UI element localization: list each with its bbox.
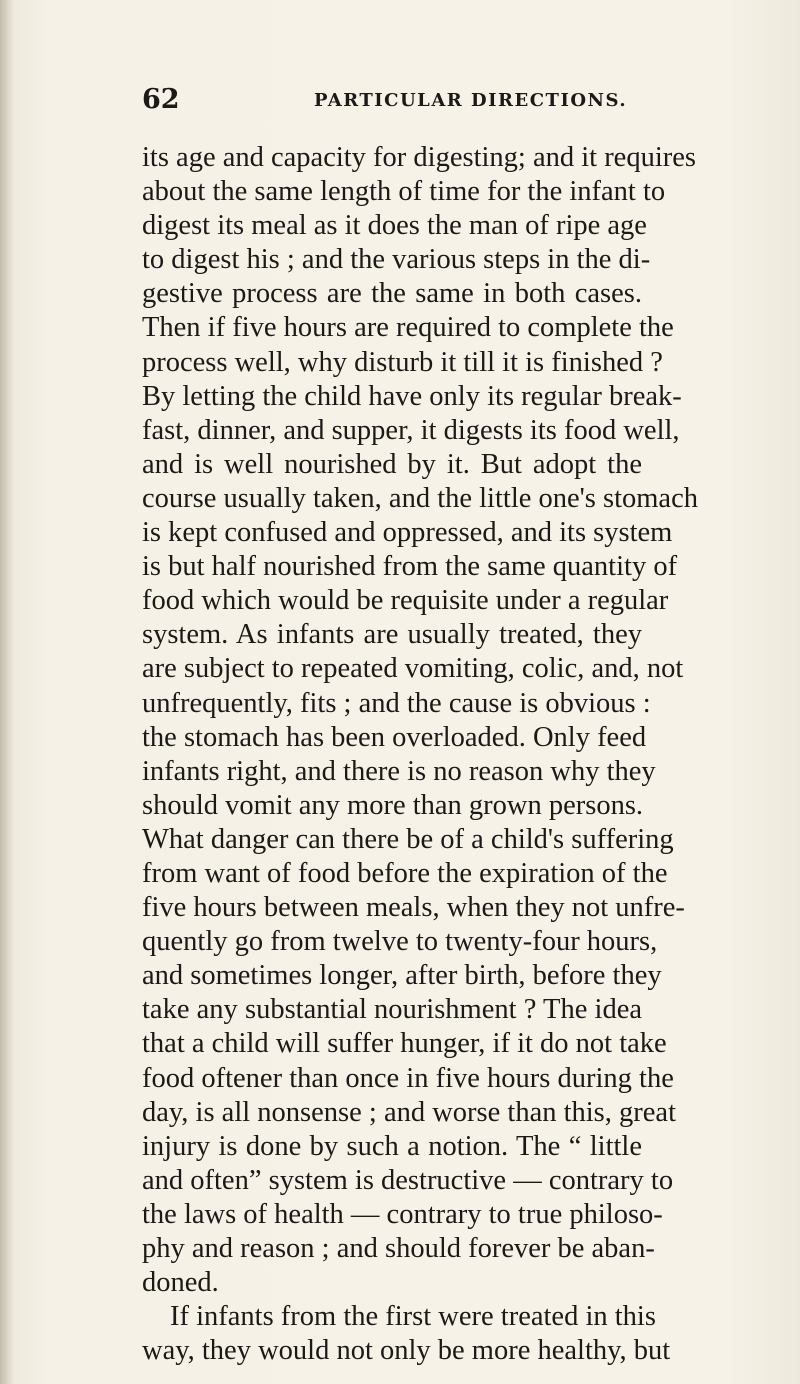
text-line: should vomit any more than grown persons. xyxy=(142,789,644,821)
text-line: food oftener than once in five hours during the xyxy=(142,1062,674,1094)
text-line: fast, dinner, and supper, it digests its food well, xyxy=(142,414,680,446)
text-line: is but half nourished from the same quantity of xyxy=(142,551,678,583)
text-line: unfrequently, fits ; and the cause is obvious : xyxy=(142,687,651,719)
text-line: five hours between meals, when they not unfre- xyxy=(142,892,685,924)
text-line: the stomach has been overloaded. Only feed xyxy=(142,721,647,753)
gutter-shadow xyxy=(0,0,14,1384)
page-number: 62 xyxy=(142,84,180,115)
text-line: is kept confused and oppressed, and its system xyxy=(142,517,673,549)
text-line: Then if five hours are required to complete the xyxy=(142,312,674,344)
text-line: course usually taken, and the little one's stomach xyxy=(142,482,698,514)
text-line: gestive process are the same in both cases. xyxy=(142,278,642,310)
text-line: digest its meal as it does the man of ripe age xyxy=(142,210,647,242)
running-head: PARTICULAR DIRECTIONS. xyxy=(314,90,628,111)
text-line: and often” system is destructive — contrary to xyxy=(142,1164,674,1196)
page-header xyxy=(142,82,662,118)
text-line: process well, why disturb it till it is finished ? xyxy=(142,346,663,378)
text-line: If infants from the first were treated in this xyxy=(170,1301,656,1333)
text-line: What danger can there be of a child's suffering xyxy=(142,823,674,855)
text-line: are subject to repeated vomiting, colic, and, not xyxy=(142,653,684,685)
paragraph-1 xyxy=(142,141,698,1300)
text-line: injury is done by such a notion. The “ little xyxy=(142,1130,642,1162)
text-line: system. As infants are usually treated, they xyxy=(142,619,642,651)
text-line: By letting the child have only its regular break- xyxy=(142,380,682,412)
text-line: infants right, and there is no reason why they xyxy=(142,755,656,787)
text-line: take any substantial nourishment ? The idea xyxy=(142,994,642,1026)
text-line: way, they would not only be more healthy, but xyxy=(142,1335,671,1367)
text-line: its age and capacity for digesting; and it requires xyxy=(142,142,696,173)
paragraph-2 xyxy=(142,1300,671,1368)
text-line: doned. xyxy=(142,1267,219,1299)
text-line: and is well nourished by it. But adopt the xyxy=(142,448,642,480)
text-line: to digest his ; and the various steps in the di- xyxy=(142,244,651,276)
text-line: from want of food before the expiration of the xyxy=(142,857,668,889)
text-line: quently go from twelve to twenty-four hours, xyxy=(142,926,658,958)
text-line: about the same length of time for the infant to xyxy=(142,176,666,208)
text-line: day, is all nonsense ; and worse than this, great xyxy=(142,1096,676,1128)
text-line: the laws of health — contrary to true philoso- xyxy=(142,1198,663,1230)
text-line: that a child will suffer hunger, if it do not take xyxy=(142,1028,667,1060)
text-line: and sometimes longer, after birth, before they xyxy=(142,960,662,992)
text-line: phy and reason ; and should forever be aban- xyxy=(142,1233,655,1264)
body-text xyxy=(142,141,698,1368)
text-line: food which would be requisite under a regular xyxy=(142,585,669,617)
